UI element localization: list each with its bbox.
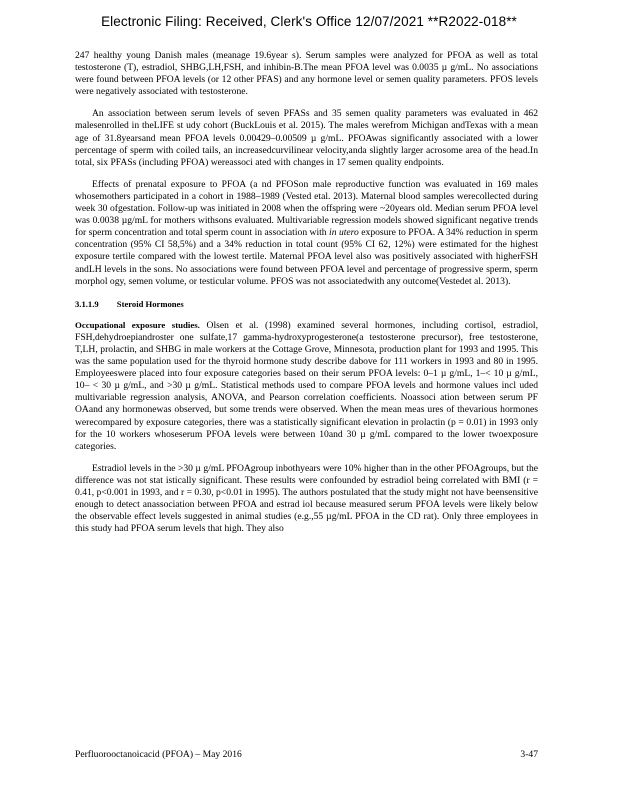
paragraph-estradiol: Estradiol levels in the >30 µ g/mL PFOAgroup inbothyears were 10% higher than in the other PFOAgroups, but the difference was not stat istically significant. These results were confounded by estradiol being correlated with BMI (r = 0.41, p<0.001 in 1993, and r = 0.30, p<0.01 in 1995). The authors postulated that the study might not have beensensitive enough to detect anassociation between PFOA and estrad iol because measured serum PFOA levels were likely below the observable effect levels suggested in animal studies (e.g.,55 µg/mL PFOA in the CD rat). Only three employees in this study had PFOA serum levels that high. They also (75, 462, 538, 535)
occupational-lead-in: Occupational exposure studies. (75, 319, 200, 330)
in-utero-italic: in utero (329, 227, 359, 239)
filing-header: Electronic Filing: Received, Clerk's Office 12/07/2021 **R2022-018** (101, 14, 517, 29)
section-heading (75, 298, 538, 310)
paragraph-danish-males: 247 healthy young Danish males (meanage 19.6year s). Serum samples were analyzed for PFOA as well as total testosterone (T), estradiol, SHBG,LH,FSH, and inhibin-B.The mean PFOA level was 0.0035 µ g/mL. No associations were found between PFOA levels (or 12 other PFAS) and any hormone level or semen quality parameters. PFOS levels were negatively associated with testosterone. (75, 50, 538, 98)
paragraph-occupational (75, 319, 538, 453)
page-footer (75, 749, 538, 760)
section-number: 3.1.1.9 (75, 298, 99, 309)
section-title: Steroid Hormones (116, 298, 184, 309)
paragraph-prenatal-text-a: Effects of prenatal exposure to PFOA (a nd PFOSon male reproductive function was evaluated in 169 males whosemothers participated in a cohort in 1988–1989 (Vested etal. 2013). Maternal blood samples werecollected during week 30 ofgestation. Follow-up was initiated in 2008 when the offspring were ~20years old. Median serum PFOA level was 0.0038 µg/mL for mothers withsons evaluated. Multivariable regression models showed significant negative trends for sperm concentration and total sperm count in association with (75, 178, 538, 239)
paragraph-prenatal-exposure (75, 179, 538, 288)
document-body (75, 50, 538, 545)
paragraph-occupational-text: Olsen et al. (1998) examined several hormones, including cortisol, estradiol, FSH,dehydroepiandroster one sulfate,17 gamma-hydroxyprogesterone(a testosterone precursor), free testosterone, T,LH, prolactin, and SHBG in male workers at the Cottage Grove, Minnesota, production plant for 1993 and 1995. This was the same population used for the thyroid hormone study describe dabove for 111 workers in 1993 and 80 in 1995. Employeeswere placed into four exposure categories based on their serum PFOA levels: 0–1 µ g/mL, 1–< 10 µ g/mL, 10– < 30 µ g/mL, and >30 µ g/mL. Statistical methods used to compare PFOA levels and hormone values incl uded multivariable regression analysis, ANOVA, and Pearson correlation coefficients. Noassoci ation between serum PF OAand any hormonewas observed, but some trends were observed. When the mean meas ures of thevarious hormones werecompared by exposure categories, there was a statistically significant elevation in prolactin (p = 0.01) in 1993 only for the 10 workers whoseserum PFOA levels were between 10and 30 µ g/mL compared to the lower twoexposure categories. (75, 319, 538, 452)
footer-document-title: Perfluorooctanoicacid (PFOA) – May 2016 (75, 749, 242, 760)
paragraph-prenatal-text-b: exposure to PFOA. A 34% reduction in sperm concentration (95% CI 58,5%) and a 34% reduction in total count (95% CI 62, 12%) were estimated for the highest exposure tertile compared with the lowest tertile. Maternal PFOA level also was positively associated with higherFSH andLH levels in the sons. No associations were found between PFOA level and percentage of progressive sperm, sperm morphol ogy, semen volume, or testicular volume. PFOS was not associatedwith any outcome(Vestedet al. 2013). (75, 227, 538, 287)
page-number: 3-47 (520, 749, 538, 760)
paragraph-life-study: An association between serum levels of seven PFASs and 35 semen quality parameters was evaluated in 462 malesenrolled in theLIFE st udy cohort (BuckLouis et al. 2015). The males werefrom Michigan andTexas with a mean age of 31.8yearsand mean PFOA levels 0.00429–0.00509 µ g/mL. PFOAwas significantly associated with a lower percentage of sperm with coiled tails, an increasedcurvilinear velocity,anda slightly larger acrosome area of the head.In total, six PFASs (including PFOA) wereassoci ated with changes in 17 semen quality endpoints. (75, 108, 538, 168)
